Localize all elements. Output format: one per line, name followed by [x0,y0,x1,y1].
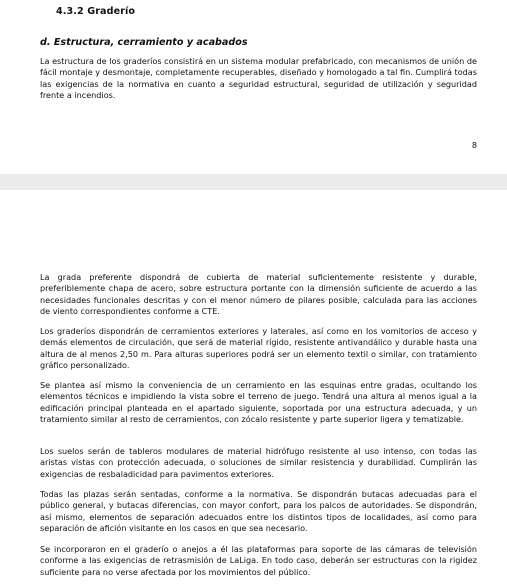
document-page-1 [0,0,507,174]
section-heading: 4.3.2 Graderío [56,6,136,17]
subsection-heading: d. Estructura, cerramiento y acabados [40,37,248,48]
document-page-2 [0,190,507,587]
paragraph-suelos: Los suelos serán de tableros modulares de material hidrófugo resistente al uso intenso, con todas las aristas vistas con protección adecuada, o soluciones de similar resistencia y durabilidad. Cumplirán las exigencias de resbaladicidad para pavimentos exteriores. [40,446,477,479]
paragraph-cerramientos: Los graderíos dispondrán de cerramientos exteriores y laterales, así como en los vomitorios de acceso y demás elementos de circulación, que será de material rígido, resistente antivandálico y durable hasta una altura de al menos 2,50 m. Para alturas superiores podrá ser un elemento textil o similar, con tratamiento gráfico personalizado. [40,326,477,371]
paragraph-esquinas: Se plantea así mismo la conveniencia de un cerramiento en las esquinas entre gradas, ocultando los elementos técnicos e impidiendo la vista sobre el terreno de juego. Tendrá una altura al menos igual a la edificación principal planteada en el apartado siguiente, soportada por una estructura adecuada, y un tratamiento similar al resto de cerramientos, con zócalo resistente y parte superior ligera y tematizable. [40,380,477,425]
paragraph-cubierta: La grada preferente dispondrá de cubierta de material suficientemente resistente y durable, preferiblemente chapa de acero, sobre estructura portante con la dimensión suficiente de acuerdo a las necesidades funcionales descritas y con el menor número de pilares posible, calculada para las acciones de viento correspondientes conforme a CTE. [40,272,477,317]
paragraph-plazas: Todas las plazas serán sentadas, conforme a la normativa. Se dispondrán butacas adecuadas para el público general, y butacas diferencias, con mayor confort, para los palcos de autoridades. Se dispondrán, así mismo, elementos de separación adecuados entre los distintos tipos de localidades, así como para separación de afición visitante en los casos en que sea necesario. [40,489,477,534]
paragraph-camaras: Se incorporaron en el graderío o anejos a él las plataformas para soporte de las cámaras de televisión conforme a las exigencias de retrasmisión de LaLiga. En todo caso, deberán ser estructuras con la rigidez suficiente para no verse afectada por los movimientos del público. [40,544,477,577]
page-number: 8 [471,140,477,150]
intro-paragraph: La estructura de los graderíos consistirá en un sistema modular prefabricado, con mecanismos de unión de fácil montaje y desmontaje, completamente recuperables, diseñado y homologado a tal fin. Cumplirá todas las exigencias de la normativa en cuanto a seguridad estructural, seguridad de utilización y seguridad frente a incendios. [40,56,477,101]
